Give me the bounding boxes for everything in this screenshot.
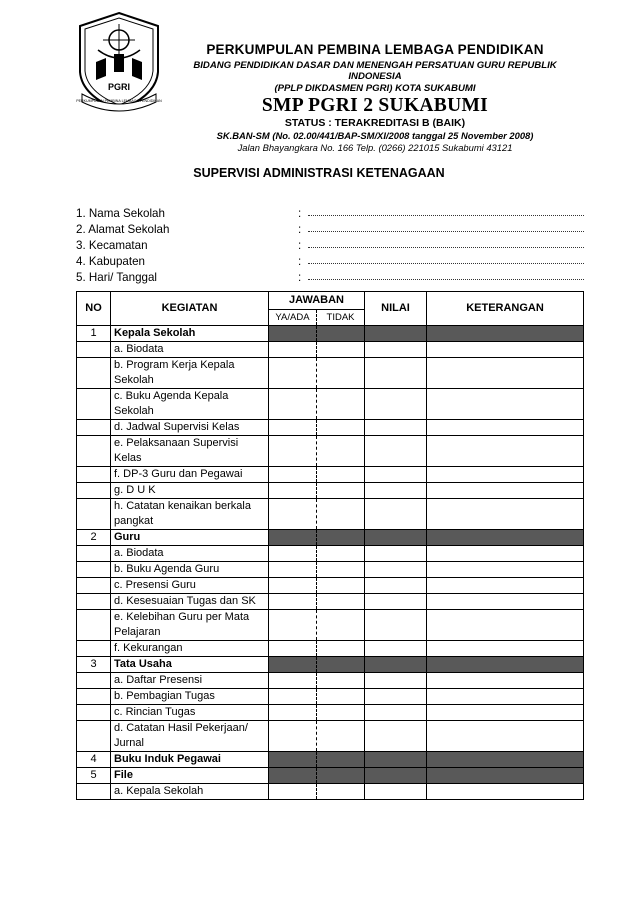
table-row — [77, 673, 584, 689]
cell-tidak[interactable] — [317, 721, 365, 752]
table-row — [77, 358, 584, 389]
cell-no — [77, 436, 111, 467]
cell-ya-ada[interactable] — [269, 358, 317, 389]
cell-tidak[interactable] — [317, 436, 365, 467]
section-title: Tata Usaha — [111, 657, 269, 673]
cell-nilai[interactable] — [365, 689, 427, 705]
table-row — [77, 594, 584, 610]
letterhead-line2: BIDANG PENDIDIKAN DASAR DAN MENENGAH PERSATUAN GURU REPUBLIK INDONESIA — [193, 60, 557, 82]
table-row — [77, 578, 584, 594]
cell-nilai[interactable] — [365, 546, 427, 562]
section-number: 1 — [77, 326, 111, 342]
table-row — [77, 483, 584, 499]
cell-tidak[interactable] — [317, 483, 365, 499]
table-row — [77, 342, 584, 358]
table-row — [77, 721, 584, 752]
cell-ya-ada — [269, 768, 317, 784]
cell-nilai[interactable] — [365, 499, 427, 530]
field-blank-line[interactable] — [308, 279, 584, 280]
cell-ya-ada[interactable] — [269, 784, 317, 800]
cell-no — [77, 721, 111, 752]
cell-keterangan — [427, 657, 584, 673]
cell-no — [77, 641, 111, 657]
field-colon: : — [298, 207, 302, 220]
cell-tidak[interactable] — [317, 594, 365, 610]
field-blank-line[interactable] — [308, 231, 584, 232]
cell-keterangan[interactable] — [427, 705, 584, 721]
cell-tidak[interactable] — [317, 499, 365, 530]
cell-nilai — [365, 530, 427, 546]
cell-keterangan — [427, 752, 584, 768]
table-row — [77, 467, 584, 483]
cell-tidak[interactable] — [317, 784, 365, 800]
table-row — [77, 562, 584, 578]
table-row — [77, 499, 584, 530]
field-colon: : — [298, 255, 302, 268]
table-section-row — [77, 326, 584, 342]
table-row — [77, 641, 584, 657]
field-label: 3. Kecamatan — [76, 239, 148, 252]
cell-ya-ada[interactable] — [269, 641, 317, 657]
cell-nilai[interactable] — [365, 358, 427, 389]
header-keterangan: KETERANGAN — [427, 292, 584, 326]
cell-no — [77, 673, 111, 689]
header-nilai: NILAI — [365, 292, 427, 326]
letterhead-line1: PERKUMPULAN PEMBINA LEMBAGA PENDIDIKAN — [206, 42, 544, 57]
cell-keterangan[interactable] — [427, 784, 584, 800]
cell-nilai[interactable] — [365, 436, 427, 467]
cell-no — [77, 784, 111, 800]
field-label: 1. Nama Sekolah — [76, 207, 165, 220]
cell-no — [77, 705, 111, 721]
table-row — [77, 420, 584, 436]
cell-nilai[interactable] — [365, 342, 427, 358]
cell-tidak[interactable] — [317, 546, 365, 562]
cell-keterangan[interactable] — [427, 436, 584, 467]
item-label: g. D U K — [111, 483, 269, 499]
table-section-row — [77, 768, 584, 784]
item-label: c. Presensi Guru — [111, 578, 269, 594]
school-info-fields — [76, 207, 586, 287]
header-jawaban: JAWABAN — [269, 292, 365, 310]
cell-no — [77, 420, 111, 436]
cell-keterangan[interactable] — [427, 610, 584, 641]
accreditation-decree: SK.BAN-SM (No. 02.00/441/BAP-SM/XI/2008 tanggal 25 November 2008) — [216, 130, 534, 141]
cell-keterangan[interactable] — [427, 562, 584, 578]
section-title: File — [111, 768, 269, 784]
header-kegiatan: KEGIATAN — [111, 292, 269, 326]
item-label: c. Buku Agenda Kepala Sekolah — [111, 389, 269, 420]
item-label: d. Catatan Hasil Pekerjaan/ Jurnal — [111, 721, 269, 752]
cell-ya-ada[interactable] — [269, 562, 317, 578]
field-blank-line[interactable] — [308, 247, 584, 248]
item-label: a. Biodata — [111, 546, 269, 562]
letterhead-line3: (PPLP DIKDASMEN PGRI) KOTA SUKABUMI — [274, 83, 476, 94]
cell-no — [77, 562, 111, 578]
cell-nilai[interactable] — [365, 420, 427, 436]
item-label: d. Kesesuaian Tugas dan SK — [111, 594, 269, 610]
item-label: f. Kekurangan — [111, 641, 269, 657]
cell-ya-ada — [269, 752, 317, 768]
cell-ya-ada[interactable] — [269, 594, 317, 610]
field-hari-tanggal — [76, 271, 586, 287]
section-number: 5 — [77, 768, 111, 784]
item-label: f. DP-3 Guru dan Pegawai — [111, 467, 269, 483]
item-label: b. Pembagian Tugas — [111, 689, 269, 705]
cell-tidak[interactable] — [317, 389, 365, 420]
table-section-row — [77, 530, 584, 546]
cell-keterangan[interactable] — [427, 389, 584, 420]
cell-tidak[interactable] — [317, 578, 365, 594]
logo-ribbon-text: PERKUMPULAN PEMBINA LEMBAGA PENDIDIKAN — [76, 99, 162, 103]
field-label: 5. Hari/ Tanggal — [76, 271, 157, 284]
cell-no — [77, 689, 111, 705]
cell-keterangan[interactable] — [427, 721, 584, 752]
cell-tidak[interactable] — [317, 562, 365, 578]
cell-tidak[interactable] — [317, 610, 365, 641]
section-number: 3 — [77, 657, 111, 673]
cell-no — [77, 499, 111, 530]
cell-nilai[interactable] — [365, 784, 427, 800]
field-label: 2. Alamat Sekolah — [76, 223, 170, 236]
table-row — [77, 689, 584, 705]
table-row — [77, 389, 584, 420]
cell-ya-ada[interactable] — [269, 578, 317, 594]
cell-no — [77, 578, 111, 594]
cell-ya-ada[interactable] — [269, 610, 317, 641]
school-logo — [76, 10, 162, 116]
cell-nilai — [365, 657, 427, 673]
cell-nilai — [365, 768, 427, 784]
item-label: a. Daftar Presensi — [111, 673, 269, 689]
cell-nilai — [365, 326, 427, 342]
cell-no — [77, 546, 111, 562]
cell-nilai — [365, 752, 427, 768]
cell-no — [77, 467, 111, 483]
cell-no — [77, 389, 111, 420]
cell-keterangan[interactable] — [427, 342, 584, 358]
cell-keterangan[interactable] — [427, 594, 584, 610]
section-title: Buku Induk Pegawai — [111, 752, 269, 768]
cell-keterangan[interactable] — [427, 689, 584, 705]
cell-ya-ada — [269, 326, 317, 342]
cell-tidak[interactable] — [317, 420, 365, 436]
section-title: Guru — [111, 530, 269, 546]
header-tidak: TIDAK — [317, 310, 365, 326]
cell-keterangan[interactable] — [427, 467, 584, 483]
field-nama-sekolah — [76, 207, 586, 223]
item-label: b. Buku Agenda Guru — [111, 562, 269, 578]
cell-nilai[interactable] — [365, 610, 427, 641]
cell-nilai[interactable] — [365, 389, 427, 420]
cell-keterangan[interactable] — [427, 483, 584, 499]
cell-ya-ada[interactable] — [269, 499, 317, 530]
cell-ya-ada — [269, 530, 317, 546]
field-label: 4. Kabupaten — [76, 255, 145, 268]
item-label: e. Kelebihan Guru per Mata Pelajaran — [111, 610, 269, 641]
cell-keterangan — [427, 530, 584, 546]
cell-nilai[interactable] — [365, 721, 427, 752]
table-row — [77, 705, 584, 721]
cell-nilai[interactable] — [365, 594, 427, 610]
cell-tidak — [317, 752, 365, 768]
document-title: SUPERVISI ADMINISTRASI KETENAGAAN — [193, 166, 445, 180]
cell-tidak — [317, 657, 365, 673]
table-section-row — [77, 752, 584, 768]
table-row — [77, 610, 584, 641]
header-ya-ada: YA/ADA — [269, 310, 317, 326]
cell-keterangan[interactable] — [427, 358, 584, 389]
field-alamat-sekolah — [76, 223, 586, 239]
cell-no — [77, 342, 111, 358]
cell-no — [77, 610, 111, 641]
table-row — [77, 436, 584, 467]
item-label: c. Rincian Tugas — [111, 705, 269, 721]
cell-keterangan[interactable] — [427, 673, 584, 689]
field-kecamatan — [76, 239, 586, 255]
cell-keterangan[interactable] — [427, 420, 584, 436]
field-colon: : — [298, 223, 302, 236]
cell-tidak — [317, 326, 365, 342]
section-number: 2 — [77, 530, 111, 546]
logo-text: PGRI — [107, 82, 131, 92]
cell-ya-ada[interactable] — [269, 483, 317, 499]
cell-nilai[interactable] — [365, 641, 427, 657]
cell-ya-ada[interactable] — [269, 389, 317, 420]
cell-tidak[interactable] — [317, 641, 365, 657]
cell-ya-ada[interactable] — [269, 546, 317, 562]
field-blank-line[interactable] — [308, 215, 584, 216]
cell-tidak[interactable] — [317, 467, 365, 483]
cell-ya-ada[interactable] — [269, 467, 317, 483]
cell-tidak[interactable] — [317, 673, 365, 689]
cell-keterangan — [427, 768, 584, 784]
cell-nilai[interactable] — [365, 562, 427, 578]
field-colon: : — [298, 271, 302, 284]
section-title: Kepala Sekolah — [111, 326, 269, 342]
item-label: a. Kepala Sekolah — [111, 784, 269, 800]
item-label: a. Biodata — [111, 342, 269, 358]
cell-keterangan[interactable] — [427, 641, 584, 657]
section-number: 4 — [77, 752, 111, 768]
item-label: e. Pelaksanaan Supervisi Kelas — [111, 436, 269, 467]
cell-nilai[interactable] — [365, 483, 427, 499]
cell-keterangan — [427, 326, 584, 342]
cell-nilai[interactable] — [365, 578, 427, 594]
cell-tidak[interactable] — [317, 705, 365, 721]
cell-ya-ada[interactable] — [269, 689, 317, 705]
cell-tidak[interactable] — [317, 358, 365, 389]
cell-ya-ada[interactable] — [269, 673, 317, 689]
cell-ya-ada[interactable] — [269, 342, 317, 358]
item-label: b. Program Kerja Kepala Sekolah — [111, 358, 269, 389]
field-blank-line[interactable] — [308, 263, 584, 264]
cell-nilai[interactable] — [365, 705, 427, 721]
accreditation-status: STATUS : TERAKREDITASI B (BAIK) — [284, 117, 466, 129]
school-address: Jalan Bhayangkara No. 166 Telp. (0266) 221015 Sukabumi 43121 — [237, 142, 513, 153]
supervision-table — [76, 291, 584, 800]
cell-no — [77, 358, 111, 389]
cell-nilai[interactable] — [365, 673, 427, 689]
cell-ya-ada[interactable] — [269, 420, 317, 436]
item-label: h. Catatan kenaikan berkala pangkat — [111, 499, 269, 530]
item-label: d. Jadwal Supervisi Kelas — [111, 420, 269, 436]
cell-tidak[interactable] — [317, 689, 365, 705]
cell-ya-ada[interactable] — [269, 721, 317, 752]
letterhead — [166, 42, 584, 153]
cell-keterangan[interactable] — [427, 546, 584, 562]
cell-keterangan[interactable] — [427, 499, 584, 530]
header-no: NO — [77, 292, 111, 326]
cell-tidak[interactable] — [317, 342, 365, 358]
cell-nilai[interactable] — [365, 467, 427, 483]
table-body — [77, 326, 584, 800]
table-row — [77, 784, 584, 800]
cell-tidak — [317, 768, 365, 784]
cell-ya-ada[interactable] — [269, 705, 317, 721]
table-section-row — [77, 657, 584, 673]
school-name: SMP PGRI 2 SUKABUMI — [261, 95, 489, 116]
cell-tidak — [317, 530, 365, 546]
table-row — [77, 546, 584, 562]
cell-ya-ada[interactable] — [269, 436, 317, 467]
cell-no — [77, 594, 111, 610]
cell-no — [77, 483, 111, 499]
field-colon: : — [298, 239, 302, 252]
field-kabupaten — [76, 255, 586, 271]
cell-ya-ada — [269, 657, 317, 673]
cell-keterangan[interactable] — [427, 578, 584, 594]
